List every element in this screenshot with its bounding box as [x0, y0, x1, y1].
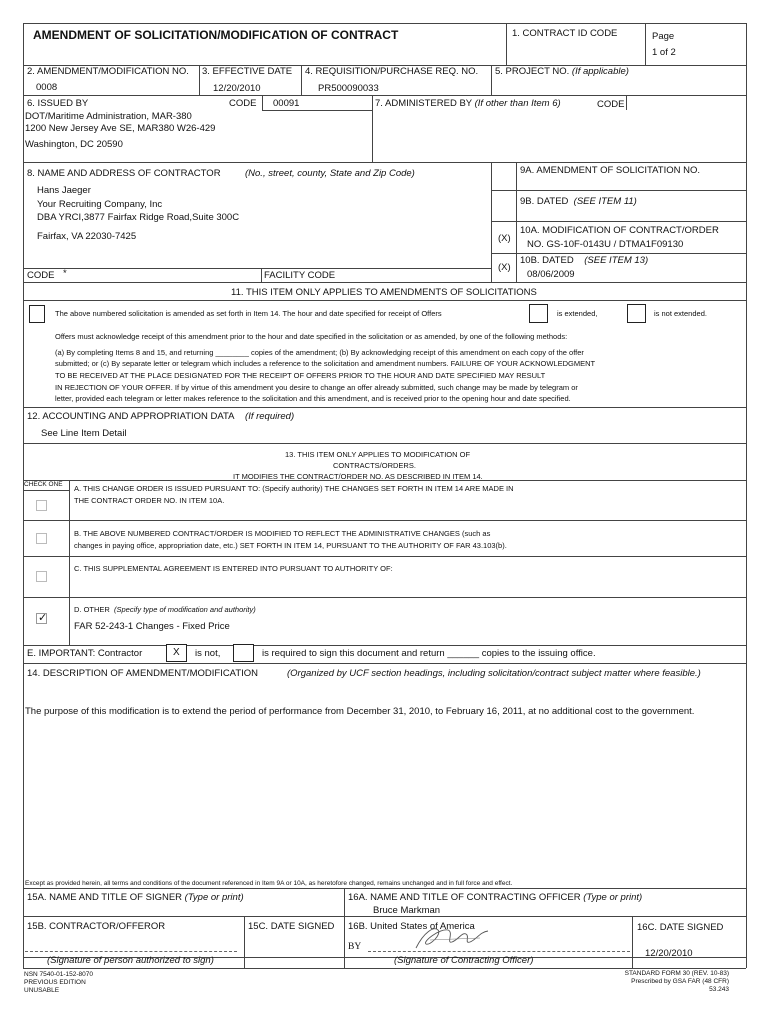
divider — [23, 480, 746, 481]
item13-header3: IT MODIFIES THE CONTRACT/ORDER NO. AS DESCRIBED IN ITEM 14. — [233, 472, 483, 481]
item13d-checkbox[interactable] — [36, 613, 47, 624]
item16a-label: 16A. NAME AND TITLE OF CONTRACTING OFFICER — [348, 892, 581, 903]
item15a-hint: (Type or print) — [184, 892, 244, 903]
item5-hint: (If applicable) — [571, 66, 629, 77]
page-label: Page — [652, 31, 675, 42]
standard-form-number: STANDARD FORM 30 (REV. 10-83) — [624, 970, 729, 977]
divider — [23, 490, 69, 491]
item13d-value: FAR 52-243-1 Changes - Fixed Price — [74, 621, 230, 632]
divider — [491, 65, 492, 95]
important-isnot: is not, — [195, 648, 221, 659]
item7-label: 7. ADMINISTERED BY — [375, 98, 472, 109]
form-title: AMENDMENT OF SOLICITATION/MODIFICATION OF CONTRACT — [33, 28, 399, 42]
item13d-hint: (Specify type of modification and authority) — [114, 605, 256, 614]
divider — [23, 663, 746, 664]
item12-value: See Line Item Detail — [41, 428, 127, 439]
item15a-label: 15A. NAME AND TITLE OF SIGNER — [27, 892, 183, 903]
item15b-label: 15B. CONTRACTOR/OFFEROR — [27, 921, 166, 932]
item10b-value: 08/06/2009 — [527, 269, 575, 280]
divider — [506, 23, 507, 65]
prescribed-by: Prescribed by GSA FAR (48 CFR) — [631, 978, 729, 985]
contractor-is-not-box[interactable] — [166, 644, 187, 662]
item6-label: 6. ISSUED BY — [27, 98, 89, 109]
handwritten-signature — [410, 922, 500, 952]
divider — [23, 282, 746, 283]
not-extended-label: is not extended. — [654, 309, 707, 318]
item10a-x-mark: (X) — [498, 233, 511, 244]
item10a-value: NO. GS-10F-0143U / DTMA1F09130 — [527, 239, 684, 250]
item7-code-label: CODE — [597, 99, 625, 110]
item11-line7: letter, provided each telegram or letter makes reference to the solicitation and this amendment, and is received prior to the opening hour and date specified. — [55, 394, 571, 403]
divider — [491, 190, 746, 191]
contract-id-label: 1. CONTRACT ID CODE — [512, 28, 618, 39]
item9a-label: 9A. AMENDMENT OF SOLICITATION NO. — [520, 165, 700, 176]
unusable: UNUSABLE — [24, 987, 60, 994]
item13-header2: CONTRACTS/ORDERS. — [333, 461, 416, 470]
divider — [23, 645, 746, 646]
item8-label: 8. NAME AND ADDRESS OF CONTRACTOR — [27, 168, 221, 179]
item2-label: 2. AMENDMENT/MODIFICATION NO. — [27, 66, 189, 77]
divider — [23, 443, 746, 444]
by-label: BY — [348, 942, 362, 952]
item2-value: 0008 — [36, 82, 58, 93]
item10b-label: 10B. DATED — [520, 255, 574, 266]
divider — [23, 268, 491, 269]
contractor-company: Your Recruiting Company, Inc — [37, 199, 163, 210]
divider — [23, 95, 746, 96]
contracting-officer-name: Bruce Markman — [373, 905, 441, 916]
contractor-is-box[interactable] — [233, 644, 254, 662]
divider — [632, 916, 633, 968]
item4-value: PR500090033 — [318, 83, 379, 94]
divider — [262, 95, 263, 110]
far-reference: 53.243 — [709, 986, 729, 993]
divider — [23, 916, 746, 917]
divider — [199, 65, 200, 95]
item13d-label: D. OTHER — [74, 605, 110, 614]
divider — [372, 95, 373, 162]
divider — [244, 916, 245, 968]
form-top-border — [23, 23, 746, 24]
item13b-checkbox[interactable] — [36, 533, 47, 544]
item11-line3: (a) By completing Items 8 and 15, and returning ________ copies of the amendment; (b) By acknowledging receipt of this amendment on each copy of the offer — [55, 348, 584, 357]
item4-label: 4. REQUISITION/PURCHASE REQ. NO. — [305, 66, 479, 77]
divider — [261, 268, 262, 282]
item11-line2: Offers must acknowledge receipt of this amendment prior to the hour and date specified in the solicitation or as amended, by one of the following methods: — [55, 332, 568, 341]
item3-value: 12/20/2010 — [213, 83, 261, 94]
item14-hint: (Organized by UCF section headings, including solicitation/contract subject matter where feasible.) — [287, 668, 701, 679]
item12-hint: (If required) — [245, 411, 295, 422]
item16b-label: 16B. United States of America — [348, 921, 475, 932]
check-column-divider — [69, 480, 70, 645]
item8-hint: (No., street, county, State and Zip Code) — [245, 168, 415, 179]
item11-checkbox[interactable] — [29, 305, 45, 323]
item14-label: 14. DESCRIPTION OF AMENDMENT/MODIFICATION — [27, 668, 259, 679]
item15c-label: 15C. DATE SIGNED — [248, 921, 335, 932]
item10b-x-mark: (X) — [498, 262, 511, 273]
page-of: 1 of 2 — [652, 47, 676, 58]
divider — [23, 556, 746, 557]
divider — [344, 888, 345, 968]
item6-address-line3: Washington, DC 20590 — [25, 139, 123, 150]
not-extended-checkbox[interactable] — [627, 304, 646, 323]
item11-line5: TO BE RECEIVED AT THE PLACE DESIGNATED FOR THE RECEIPT OF OFFERS PRIOR TO THE HOUR AND DATE SPECIFIED MAY RESULT — [55, 371, 546, 380]
item16a-hint: (Type or print) — [583, 892, 643, 903]
item13b-line2: changes in paying office, appropriation date, etc.) SET FORTH IN ITEM 14, PURSUANT TO THE AUTHORITY OF FAR 43.103(b). — [74, 541, 507, 550]
item11-line1: The above numbered solicitation is amended as set forth in Item 14. The hour and date specified for receipt of Offers — [55, 309, 442, 318]
check-one-label: CHECK ONE — [24, 481, 63, 488]
contractor-name: Hans Jaeger — [37, 185, 91, 196]
item5-label: 5. PROJECT NO. — [495, 66, 570, 77]
item9b-label: 9B. DATED — [520, 196, 569, 207]
item10a-label: 10A. MODIFICATION OF CONTRACT/ORDER — [520, 225, 719, 236]
item6-code-value: 00091 — [273, 98, 300, 109]
contractor-signature-caption: (Signature of person authorized to sign) — [47, 955, 214, 966]
item13c-line1: C. THIS SUPPLEMENTAL AGREEMENT IS ENTERED INTO PURSUANT TO AUTHORITY OF: — [74, 564, 393, 573]
item7-hint: (If other than Item 6) — [474, 98, 561, 109]
item16c-label: 16C. DATE SIGNED — [637, 922, 724, 933]
important-rest: is required to sign this document and return ______ copies to the issuing office. — [262, 648, 596, 659]
contractor-signature-line[interactable] — [25, 951, 237, 952]
divider — [23, 597, 746, 598]
divider — [23, 162, 746, 163]
item13b-line1: B. THE ABOVE NUMBERED CONTRACT/ORDER IS MODIFIED TO REFLECT THE ADMINISTRATIVE CHANGES (such as — [74, 529, 491, 538]
form-bottom-border — [23, 968, 746, 969]
item11-line6: IN REJECTION OF YOUR OFFER. If by virtue of this amendment you desire to change an offer already submitted, such change may be made by telegram or — [55, 383, 578, 392]
divider — [23, 888, 746, 889]
divider — [645, 23, 646, 65]
divider — [626, 95, 627, 110]
item6-address-line2: 1200 New Jersey Ave SE, MAR380 W26-429 — [25, 123, 216, 134]
item14-description: The purpose of this modification is to extend the period of performance from December 31, 2010, to February 16, 2011, at no additional cost to the government. — [25, 706, 695, 717]
item10b-hint: (SEE ITEM 13) — [584, 255, 649, 266]
previous-edition: PREVIOUS EDITION — [24, 979, 86, 986]
item3-label: 3. EFFECTIVE DATE — [202, 66, 293, 77]
form-right-border — [746, 23, 747, 968]
divider — [301, 65, 302, 95]
checkmark-icon: ✓ — [38, 612, 48, 624]
date-signed-16c: 12/20/2010 — [645, 948, 693, 959]
contractor-code-label: CODE — [27, 270, 55, 281]
officer-signature-caption: (Signature of Contracting Officer) — [394, 955, 534, 966]
contractor-city: Fairfax, VA 22030-7425 — [37, 231, 137, 242]
item11-header: 11. THIS ITEM ONLY APPLIES TO AMENDMENTS OF SOLICITATIONS — [231, 287, 537, 298]
form-left-border — [23, 23, 24, 968]
item13a-line1: A. THIS CHANGE ORDER IS ISSUED PURSUANT TO: (Specify authority) THE CHANGES SET FORTH IN ITEM 14 ARE MADE IN — [74, 484, 514, 493]
divider — [23, 520, 746, 521]
divider — [262, 110, 372, 111]
divider — [491, 253, 746, 254]
important-x-mark: X — [173, 647, 180, 658]
divider — [491, 162, 492, 282]
item11-line4: submitted; or (c) By separate letter or telegram which includes a reference to the solicitation and amendment numbers. FAILURE OF YOUR ACKNOWLEDGMENT — [55, 359, 596, 368]
extended-checkbox[interactable] — [529, 304, 548, 323]
contractor-street: DBA YRCI,3877 Fairfax Ridge Road,Suite 300C — [37, 212, 240, 223]
item13a-checkbox[interactable] — [36, 500, 47, 511]
item12-label: 12. ACCOUNTING AND APPROPRIATION DATA — [27, 411, 235, 422]
facility-code-label: FACILITY CODE — [264, 270, 336, 281]
extended-label: is extended, — [557, 309, 598, 318]
item6-address-line1: DOT/Maritime Administration, MAR-380 — [25, 111, 192, 122]
contractor-code-value: * — [63, 268, 67, 279]
item9b-hint: (SEE ITEM 11) — [573, 196, 637, 207]
except-text: Except as provided herein, all terms and conditions of the document referenced in Item 9A or 10A, as heretofore changed, remains unchanged and in full force and effect. — [25, 880, 513, 887]
item13a-line2: THE CONTRACT ORDER NO. IN ITEM 10A. — [74, 496, 225, 505]
nsn-number: NSN 7540-01-152-8070 — [24, 971, 94, 978]
item6-code-label: CODE — [229, 98, 257, 109]
item13-header1: 13. THIS ITEM ONLY APPLIES TO MODIFICATION OF — [285, 450, 471, 459]
divider — [491, 221, 746, 222]
divider — [23, 300, 746, 301]
item13c-checkbox[interactable] — [36, 571, 47, 582]
divider — [516, 162, 517, 282]
divider — [23, 407, 746, 408]
important-label: E. IMPORTANT: Contractor — [27, 648, 143, 659]
